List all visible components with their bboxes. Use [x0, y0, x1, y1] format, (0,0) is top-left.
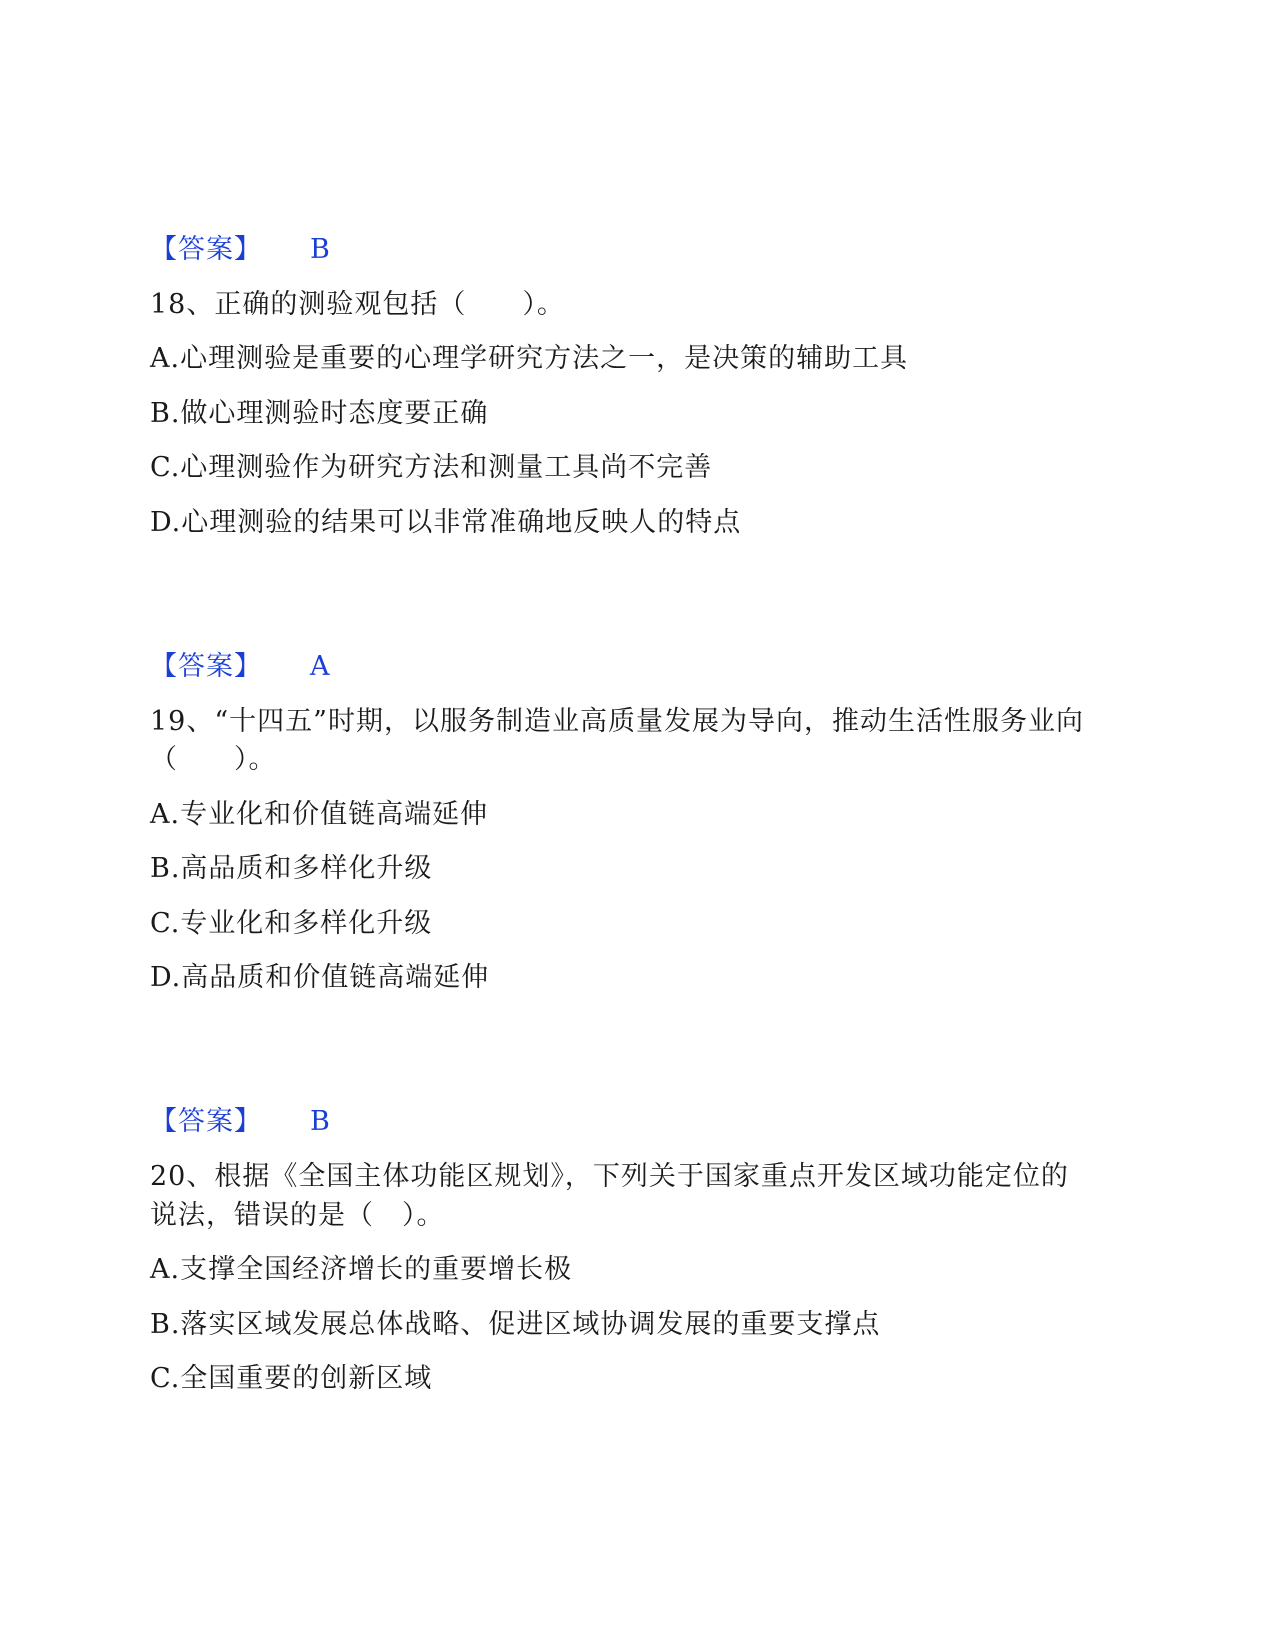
answer-line — [150, 1105, 330, 1139]
question-20-option-b: B.落实区域发展总体战略、促进区域协调发展的重要支撑点 — [150, 1309, 881, 1340]
answer-line — [150, 233, 330, 267]
question-18-option-d: D.心理测验的结果可以非常准确地反映人的特点 — [150, 507, 742, 538]
answer-label: 【答案】 — [150, 234, 262, 265]
question-19-text: 19、“十四五”时期，以服务制造业高质量发展为导向，推动生活性服务业向 — [150, 706, 1084, 737]
answer-value: B — [310, 234, 330, 265]
answer-value: A — [310, 651, 330, 682]
question-19-option-a: A.专业化和价值链高端延伸 — [150, 799, 489, 830]
question-18-option-a: A.心理测验是重要的心理学研究方法之一，是决策的辅助工具 — [150, 343, 909, 374]
question-19-option-b: B.高品质和多样化升级 — [150, 853, 433, 884]
question-19-text-cont: （ ）。 — [150, 744, 277, 775]
question-18-option-c: C.心理测验作为研究方法和测量工具尚不完善 — [150, 452, 713, 483]
question-20-option-c: C.全国重要的创新区域 — [150, 1363, 433, 1394]
answer-label: 【答案】 — [150, 1106, 262, 1137]
answer-value: B — [310, 1106, 330, 1137]
question-19-option-d: D.高品质和价值链高端延伸 — [150, 962, 490, 993]
question-20-text: 20、根据《全国主体功能区规划》，下列关于国家重点开发区域功能定位的 — [150, 1161, 1069, 1192]
question-20-option-a: A.支撑全国经济增长的重要增长极 — [150, 1254, 573, 1285]
answer-line — [150, 650, 330, 684]
question-19-option-c: C.专业化和多样化升级 — [150, 908, 433, 939]
question-18-option-b: B.做心理测验时态度要正确 — [150, 398, 489, 429]
question-20-text-cont: 说法，错误的是（ ）。 — [150, 1200, 445, 1231]
question-18-text: 18、正确的测验观包括（ ）。 — [150, 289, 565, 320]
answer-label: 【答案】 — [150, 651, 262, 682]
